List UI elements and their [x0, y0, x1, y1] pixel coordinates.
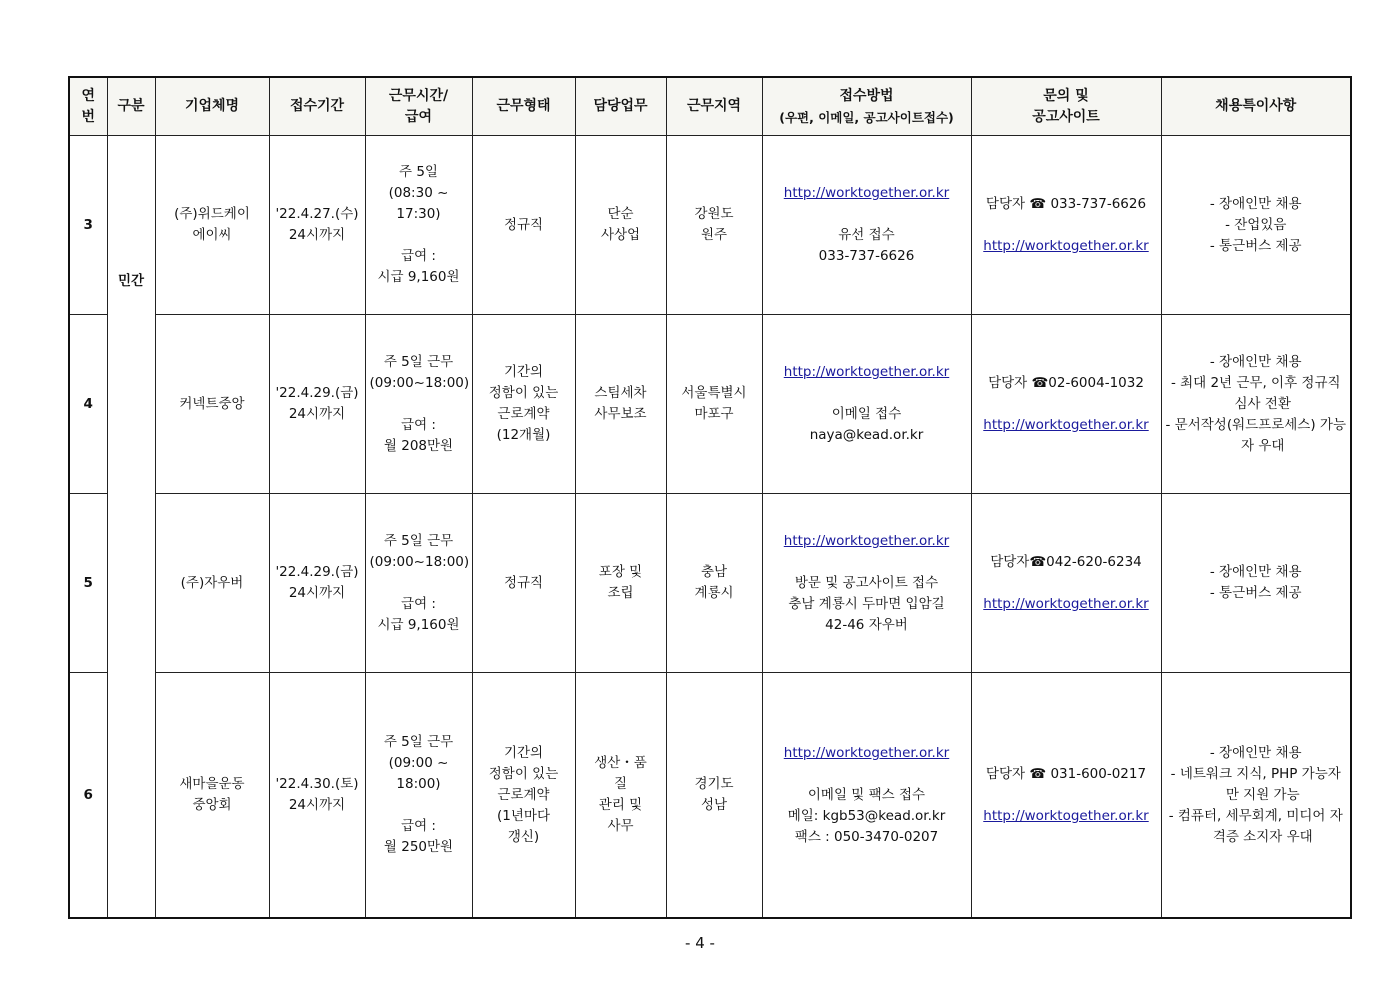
contact-cell [971, 673, 1161, 919]
job-listing-table [68, 76, 1352, 919]
cell-line: 유선 접수 [838, 227, 895, 243]
spacer [767, 383, 967, 404]
cell-line: 메일: kgb53@kead.or.kr [787, 807, 946, 824]
contact-phone: 담당자 ☎02-6004-1032 [988, 374, 1144, 391]
spacer [370, 573, 468, 594]
sector-cell [107, 136, 155, 919]
duty-cell [575, 315, 666, 494]
contact-phone: 담당자 ☎ 031-600-0217 [985, 765, 1147, 782]
cell-line: 성남 [700, 797, 728, 813]
notes-cell [1161, 136, 1351, 315]
header-duty: 담당업무 [575, 77, 666, 136]
cell-line: '22.4.29.(금) [275, 564, 359, 580]
row-number: 5 [69, 494, 107, 673]
cell-line: 급여 : [401, 416, 436, 433]
spacer [370, 225, 468, 246]
cell-line: naya@kead.or.kr [809, 427, 924, 443]
cell-line: 갱신) [507, 828, 540, 845]
spacer [976, 394, 1157, 415]
contact-phone: 담당자 ☎ 033-737-6626 [985, 195, 1147, 212]
header-hours: 근무시간/ 급여 [365, 77, 472, 136]
cell-line: 주 5일 근무 [383, 734, 454, 750]
cell-line: 사무보조 [594, 406, 647, 422]
method-link[interactable]: http://worktogether.or.kr [783, 185, 950, 201]
duty-cell [575, 673, 666, 919]
period-cell [269, 494, 365, 673]
cell-line: 월 250만원 [383, 839, 454, 855]
cell-line: - 최대 2년 근무, 이후 정규직 심사 전환 [1170, 374, 1341, 412]
cell-line: (08:30 ~ [388, 185, 449, 201]
cell-line: - 장애인만 채용 [1209, 564, 1302, 580]
contact-phone: 담당자☎042-620-6234 [990, 553, 1142, 570]
cell-line: - 문서작성(워드프로세스) 가능자 우대 [1165, 416, 1346, 454]
row-number: 4 [69, 315, 107, 494]
hours-cell [365, 673, 472, 919]
cell-line: 급여 : [401, 248, 436, 264]
cell-line: (12개월) [496, 427, 551, 443]
contact-link[interactable]: http://worktogether.or.kr [983, 595, 1149, 612]
cell-line: 정함이 있는 [488, 385, 559, 401]
cell-line: - 통근버스 제공 [1209, 585, 1302, 601]
cell-line: - 통근버스 제공 [1209, 237, 1302, 254]
cell-line: - 장애인만 채용 [1209, 744, 1302, 761]
spacer [767, 764, 967, 785]
method-cell [762, 136, 971, 315]
cell-line: (09:00 ~ [388, 755, 449, 771]
cell-line: 이메일 및 팩스 접수 [807, 786, 926, 803]
cell-line: 단순 [607, 206, 634, 222]
header-row [69, 77, 1351, 136]
cell-line: - 네트워크 지식, PHP 가능자만 지원 가능 [1170, 765, 1341, 803]
cell-line: 중앙회 [192, 797, 232, 813]
contact-link[interactable]: http://worktogether.or.kr [983, 237, 1149, 254]
region-cell [666, 673, 762, 919]
spacer [767, 552, 967, 573]
cell-line: 주 5일 [399, 164, 438, 180]
cell-line: 관리 및 [598, 797, 643, 813]
region-cell [666, 494, 762, 673]
header-contact: 문의 및 공고사이트 [971, 77, 1161, 136]
method-cell [762, 315, 971, 494]
cell-line: '22.4.29.(금) [275, 385, 359, 401]
table-row [69, 136, 1351, 315]
header-sector: 구분 [107, 77, 155, 136]
header-method: 접수방법 (우편, 이메일, 공고사이트접수) [762, 77, 971, 136]
cell-line: 이메일 접수 [831, 406, 902, 422]
method-link[interactable]: http://worktogether.or.kr [783, 532, 950, 549]
cell-line: 근로계약 [497, 786, 550, 803]
cell-line: - 잔업있음 [1225, 216, 1287, 233]
cell-line: - 장애인만 채용 [1209, 353, 1302, 370]
cell-line: 원주 [700, 227, 728, 243]
region-cell [666, 136, 762, 315]
cell-line: 정규직 [503, 574, 544, 591]
type-cell [472, 136, 575, 315]
method-cell [762, 494, 971, 673]
cell-line: 포장 및 [598, 564, 643, 580]
cell-line: 사상업 [600, 227, 641, 243]
header-type: 근무형태 [472, 77, 575, 136]
period-cell [269, 315, 365, 494]
cell-line: 033-737-6626 [818, 248, 915, 264]
cell-line: 기간의 [503, 364, 544, 380]
spacer [767, 204, 967, 225]
spacer [370, 394, 468, 415]
cell-line: 팩스 : 050-3470-0207 [794, 828, 939, 845]
cell-line: 근로계약 [497, 406, 550, 422]
cell-line: 정규직 [503, 216, 544, 233]
contact-link[interactable]: http://worktogether.or.kr [983, 416, 1149, 433]
cell-line: (09:00~18:00) [369, 374, 470, 391]
cell-line: 에이씨 [192, 227, 232, 243]
contact-link[interactable]: http://worktogether.or.kr [983, 807, 1149, 824]
cell-line: 생산・품 [594, 755, 647, 771]
contact-cell [971, 315, 1161, 494]
hours-cell [365, 494, 472, 673]
type-cell [472, 673, 575, 919]
cell-line: - 장애인만 채용 [1209, 195, 1302, 212]
header-no: 연 번 [69, 77, 107, 136]
cell-line: 사무 [607, 818, 634, 834]
cell-line: 기간의 [503, 744, 544, 761]
region-cell [666, 315, 762, 494]
header-period: 접수기간 [269, 77, 365, 136]
spacer [976, 215, 1157, 236]
cell-line: 스팀세차 [594, 385, 647, 401]
cell-line: 24시까지 [288, 797, 346, 813]
table-row [69, 673, 1351, 919]
notes-cell [1161, 315, 1351, 494]
notes-cell [1161, 673, 1351, 919]
cell-line: 18:00) [396, 776, 441, 792]
cell-line: 급여 : [401, 818, 436, 834]
cell-line: 17:30) [396, 206, 441, 222]
cell-line: '22.4.30.(토) [275, 776, 359, 792]
spacer [976, 573, 1157, 594]
cell-line: 시급 9,160원 [377, 616, 460, 633]
cell-line: 정함이 있는 [488, 765, 559, 782]
cell-line: 강원도 [694, 206, 734, 222]
type-cell [472, 494, 575, 673]
cell-line: 24시까지 [288, 406, 346, 422]
cell-line: 조립 [607, 585, 634, 601]
cell-line: 새마을운동 [179, 776, 245, 792]
cell-line: 커넥트중앙 [179, 395, 245, 412]
cell-line: 급여 : [401, 595, 436, 612]
contact-cell [971, 136, 1161, 315]
duty-cell [575, 136, 666, 315]
period-cell [269, 673, 365, 919]
cell-line: 충남 [700, 564, 728, 580]
cell-line: (1년마다 [497, 807, 550, 824]
cell-line: 서울특별시 [681, 385, 747, 401]
cell-line: 주 5일 근무 [383, 353, 454, 370]
cell-line: 24시까지 [288, 585, 346, 601]
period-cell [269, 136, 365, 315]
cell-line: (주)위드케이 [174, 206, 250, 222]
cell-line: '22.4.27.(수) [275, 206, 359, 222]
cell-line: 방문 및 공고사이트 접수 [794, 574, 939, 591]
method-link[interactable]: http://worktogether.or.kr [783, 364, 950, 380]
company-cell [155, 315, 269, 494]
cell-line: 질 [613, 776, 628, 792]
hours-cell [365, 315, 472, 494]
cell-line: 마포구 [694, 406, 734, 422]
cell-line: 42-46 자우버 [825, 616, 908, 633]
header-company: 기업체명 [155, 77, 269, 136]
header-notes: 채용특이사항 [1161, 77, 1351, 136]
row-number: 6 [69, 673, 107, 919]
table-row [69, 315, 1351, 494]
company-cell [155, 673, 269, 919]
row-number: 3 [69, 136, 107, 315]
notes-cell [1161, 494, 1351, 673]
cell-line: 24시까지 [288, 227, 346, 243]
spacer [370, 795, 468, 816]
cell-line: 충남 계룡시 두마면 입암길 [788, 595, 945, 612]
cell-line: 계룡시 [694, 585, 734, 601]
company-cell [155, 136, 269, 315]
method-link[interactable]: http://worktogether.or.kr [783, 744, 950, 761]
duty-cell [575, 494, 666, 673]
type-cell [472, 315, 575, 494]
method-cell [762, 673, 971, 919]
header-region: 근무지역 [666, 77, 762, 136]
cell-line: (09:00~18:00) [369, 553, 470, 570]
spacer [976, 785, 1157, 806]
cell-line: - 컴퓨터, 세무회계, 미디어 자격증 소지자 우대 [1168, 807, 1343, 845]
cell-line: (주)자우버 [180, 574, 244, 591]
cell-line: 경기도 [694, 776, 734, 792]
cell-line: 월 208만원 [383, 437, 454, 454]
cell-line: 주 5일 근무 [383, 532, 454, 549]
company-cell [155, 494, 269, 673]
page-number: - 4 - [685, 934, 715, 952]
table-row [69, 494, 1351, 673]
hours-cell [365, 136, 472, 315]
contact-cell [971, 494, 1161, 673]
cell-line: 시급 9,160원 [377, 269, 460, 285]
sector-label: 민간 [117, 273, 145, 289]
